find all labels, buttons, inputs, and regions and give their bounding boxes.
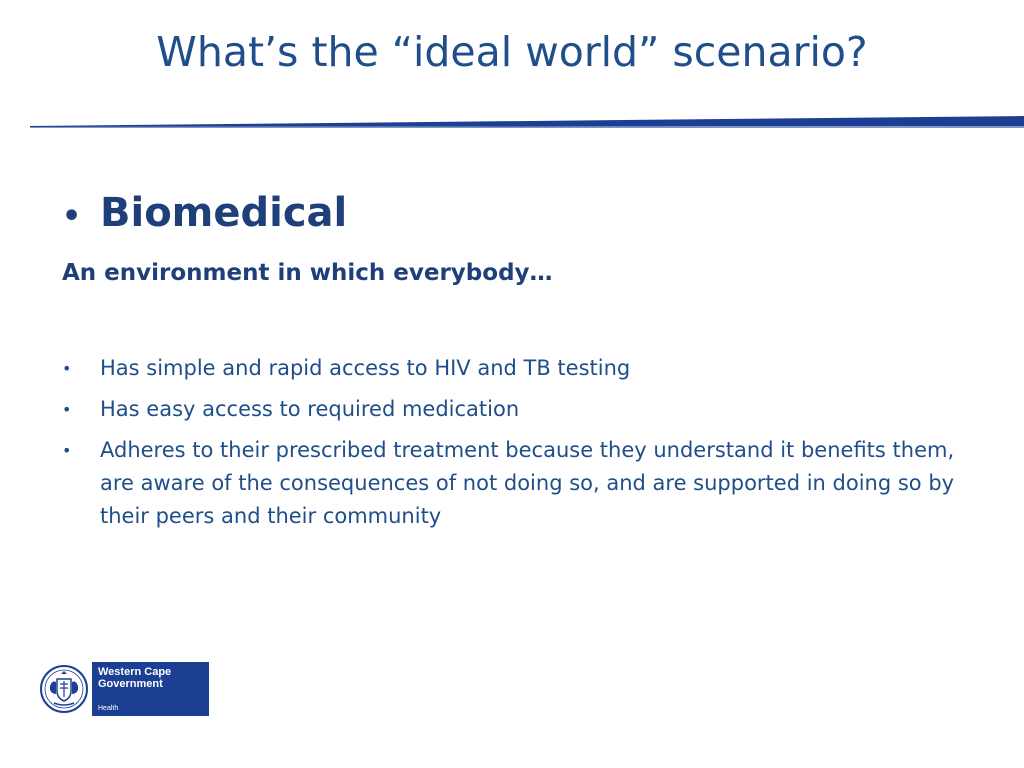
bullet-glyph: •	[62, 199, 82, 234]
logo-line-1: Western Cape	[98, 666, 172, 678]
bullet-list	[62, 352, 982, 541]
logo-department: Health	[98, 705, 119, 712]
main-heading	[62, 190, 347, 236]
heading-text: Biomedical	[100, 190, 348, 236]
logo-text-panel	[92, 662, 209, 716]
list-item	[62, 393, 982, 426]
list-item-text: Has simple and rapid access to HIV and TB testing	[100, 356, 631, 380]
bullet-glyph: •	[62, 441, 72, 460]
list-item	[62, 352, 982, 385]
bullet-glyph: •	[62, 400, 72, 419]
title-divider	[0, 112, 1024, 132]
bullet-glyph: •	[62, 359, 72, 378]
logo-line-2: Government	[98, 678, 163, 690]
slide-title: What’s the “ideal world” scenario?	[156, 28, 868, 76]
list-item	[62, 434, 982, 533]
list-item-text: Has easy access to required medication	[100, 397, 520, 421]
subheading: An environment in which everybody…	[62, 260, 553, 286]
list-item-text: Adheres to their prescribed treatment because they understand it benefits them, are aware of the consequences of not doing so, and are supported in doing so by their peers and their community	[100, 438, 955, 528]
western-cape-government-logo	[36, 662, 209, 716]
coat-of-arms-icon	[36, 662, 92, 716]
